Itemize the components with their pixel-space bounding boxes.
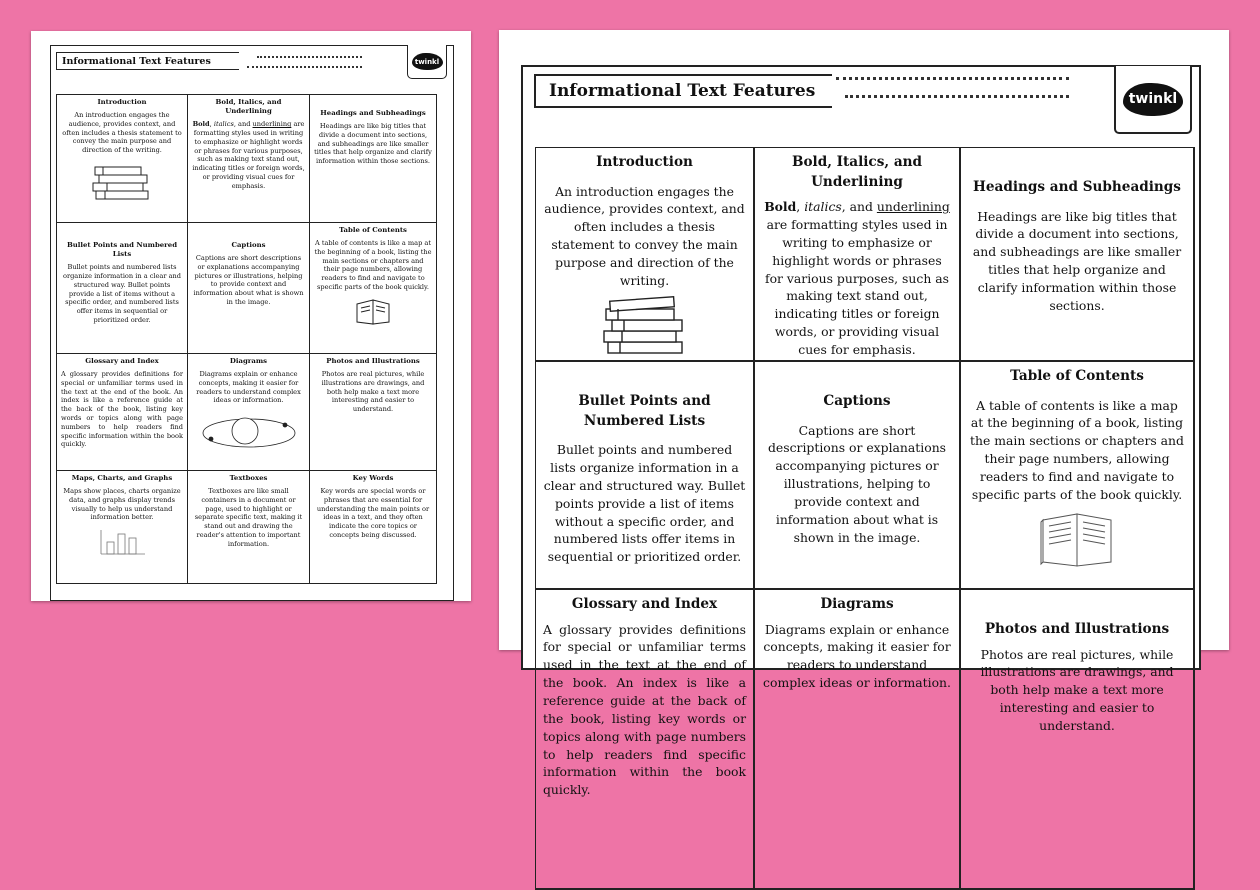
brand-name: twinkl <box>1128 91 1178 107</box>
card-body: A glossary provides definitions for special or unfamiliar terms used in the text at the end of the book. An index is like a reference guide at the back of the book, listing key words or topics along with page numbers to help readers find specific information within the book quickly. <box>61 370 183 449</box>
features-grid <box>56 94 448 584</box>
worksheet-title: Informational Text Features <box>549 81 816 101</box>
feature-card <box>961 590 1195 890</box>
card-title: Bullet Points and Numbered Lists <box>66 241 178 259</box>
worksheet-frame <box>521 65 1201 798</box>
card-body: A table of contents is like a map at the beginning of a book, listing the main sections or chapters and their page numbers, allowing readers to find and navigate to specific parts of the book quickly. <box>970 397 1184 502</box>
feature-card <box>310 471 437 584</box>
feature-card <box>188 354 310 471</box>
card-body: Photos are real pictures, while illustrations are drawings, and both help make a text more interesting and easier to understand. <box>321 370 425 414</box>
card-title: Diagrams <box>820 596 894 612</box>
card-title: Photos and Illustrations <box>326 357 420 365</box>
underline-example: underlining <box>252 120 292 129</box>
card-title: Captions <box>823 393 891 409</box>
dotted-divider <box>845 95 1069 98</box>
card-body: Bullet points and numbered lists organize information in a clear and structured way. Bullet points provide a list of items without a specific order, and numbered lists offer items in sequential or prioritized order. <box>62 263 182 324</box>
brand-cloud-icon <box>412 53 443 70</box>
card-body: Headings are like big titles that divide a document into sections, and subheadings are like smaller titles that help organize and clarify information within those sections. <box>314 122 432 166</box>
title-banner <box>534 74 832 108</box>
feature-card <box>535 362 755 590</box>
feature-card <box>56 471 188 584</box>
card-body: Diagrams explain or enhance concepts, making it easier for readers to understand complex ideas or information. <box>763 621 951 691</box>
italic-example: italics <box>804 199 842 215</box>
worksheet-preview-small[interactable] <box>31 31 471 601</box>
brand-name: twinkl <box>414 57 440 66</box>
text-run: , <box>209 120 214 129</box>
dotted-divider <box>247 66 362 68</box>
card-body: An introduction engages the audience, provides context, and often includes a thesis statement to convey the main purpose and direction of the writing. <box>544 183 745 288</box>
text-run: are formatting styles used in writing to emphasize or highlight words or phrases for various purposes, such as making text stand out, indicating titles or foreign words, or providing visual cues for emphasis. <box>192 120 305 190</box>
feature-card <box>56 354 188 471</box>
title-banner <box>56 52 239 70</box>
card-body: Photos are real pictures, while illustrations are drawings, and both help make a text more interesting and easier to understand. <box>980 646 1174 733</box>
feature-card <box>310 94 437 223</box>
italic-example: italics <box>213 120 234 129</box>
card-body: An introduction engages the audience, provides context, and often includes a thesis statement to convey the main purpose and direction of the writing. <box>62 111 182 155</box>
bold-example: Bold <box>192 120 210 129</box>
card-title: Introduction <box>596 154 693 170</box>
card-title: Bullet Points and Numbered Lists <box>578 393 711 429</box>
card-body: A table of contents is like a map at the beginning of a book, listing the main sections or chapters and their page numbers, allowing readers to find and navigate to specific parts of the book quickly. <box>314 239 432 291</box>
card-title: Maps, Charts, and Graphs <box>71 474 173 482</box>
open-book-icon <box>1035 510 1119 572</box>
bold-example: Bold <box>764 199 797 215</box>
card-title: Table of Contents <box>1010 368 1144 384</box>
card-title: Captions <box>231 241 266 249</box>
dotted-divider <box>257 56 362 58</box>
card-title: Bold, Italics, and Underlining <box>215 98 282 116</box>
card-body: Maps show places, charts organize data, and graphs display trends visually to help us understand information better. <box>63 487 181 522</box>
card-title: Photos and Illustrations <box>984 621 1170 637</box>
feature-card <box>755 590 961 890</box>
feature-card <box>961 362 1195 590</box>
bar-graph-icon <box>97 528 147 556</box>
card-title: Headings and Subheadings <box>320 109 426 117</box>
feature-card <box>755 362 961 590</box>
brand-logo <box>1114 66 1192 134</box>
feature-card <box>535 590 755 890</box>
brand-logo <box>407 45 447 79</box>
features-grid <box>535 147 1192 890</box>
worksheet-title: Informational Text Features <box>62 55 211 67</box>
card-title: Textboxes <box>229 474 268 482</box>
card-body: Key words are special words or phrases that are essential for understanding the main points or ideas in a text, and they often indicate the core topics or concepts being discussed. <box>316 487 430 539</box>
feature-card <box>188 94 310 223</box>
card-body: Textboxes are like small containers in a document or page, used to highlight or separate specific text, making it stand out and drawing the reader's attention to important information. <box>194 487 303 548</box>
feature-card <box>56 94 188 223</box>
books-stack-icon <box>91 161 153 201</box>
card-body <box>192 120 305 190</box>
text-run: , and <box>233 120 253 129</box>
card-body: Captions are short descriptions or explanations accompanying pictures or illustrations, helping to provide context and information about what is shown in the image. <box>193 254 304 306</box>
card-title: Glossary and Index <box>571 596 718 612</box>
feature-card <box>961 147 1195 362</box>
text-run: , and <box>841 199 877 215</box>
text-run: are formatting styles used in writing to emphasize or highlight words or phrases for various purposes, such as making text stand out, indicating titles or foreign words, or providing visual cues for emphasis. <box>764 216 949 357</box>
card-title: Glossary and Index <box>85 357 159 365</box>
card-title: Table of Contents <box>339 226 407 234</box>
card-title: Headings and Subheadings <box>973 179 1181 195</box>
card-body: Diagrams explain or enhance concepts, making it easier for readers to understand complex ideas or information. <box>196 370 301 405</box>
card-body: Bullet points and numbered lists organize information in a clear and structured way. Bullet points provide a list of items without a specific order, and numbered lists offer items in sequential or prioritized order. <box>543 442 746 565</box>
books-stack-icon <box>600 296 690 356</box>
dotted-divider <box>836 77 1069 80</box>
underline-example: underlining <box>876 199 950 215</box>
open-book-icon <box>353 298 393 326</box>
feature-card <box>755 147 961 362</box>
worksheet-frame <box>50 45 454 601</box>
feature-card <box>188 471 310 584</box>
card-title: Bold, Italics, and Underlining <box>791 154 923 190</box>
brand-cloud-icon <box>1123 83 1183 116</box>
card-title: Diagrams <box>229 357 268 365</box>
text-run: , <box>796 199 805 215</box>
card-body: Captions are short descriptions or explanations accompanying pictures or illustrations, helping to provide context and information about what is shown in the image. <box>767 422 947 545</box>
card-body: A glossary provides definitions for special or unfamiliar terms used in the text at the end of the book. An index is like a reference guide at the back of the book, listing key words or topics along with page numbers to help readers find specific information within the book quickly. <box>543 621 746 798</box>
feature-card <box>310 223 437 354</box>
card-title: Introduction <box>97 98 147 106</box>
feature-card <box>188 223 310 354</box>
card-body <box>762 198 952 359</box>
card-body: Headings are like big titles that divide a document into sections, and subheadings are like smaller titles that help organize and clarify information within those sections. <box>972 208 1182 313</box>
worksheet-preview-large[interactable] <box>499 30 1229 798</box>
orbit-diagram-icon <box>199 411 299 451</box>
feature-card <box>535 147 755 362</box>
feature-card <box>310 354 437 471</box>
card-title: Key Words <box>352 474 394 482</box>
feature-card <box>56 223 188 354</box>
